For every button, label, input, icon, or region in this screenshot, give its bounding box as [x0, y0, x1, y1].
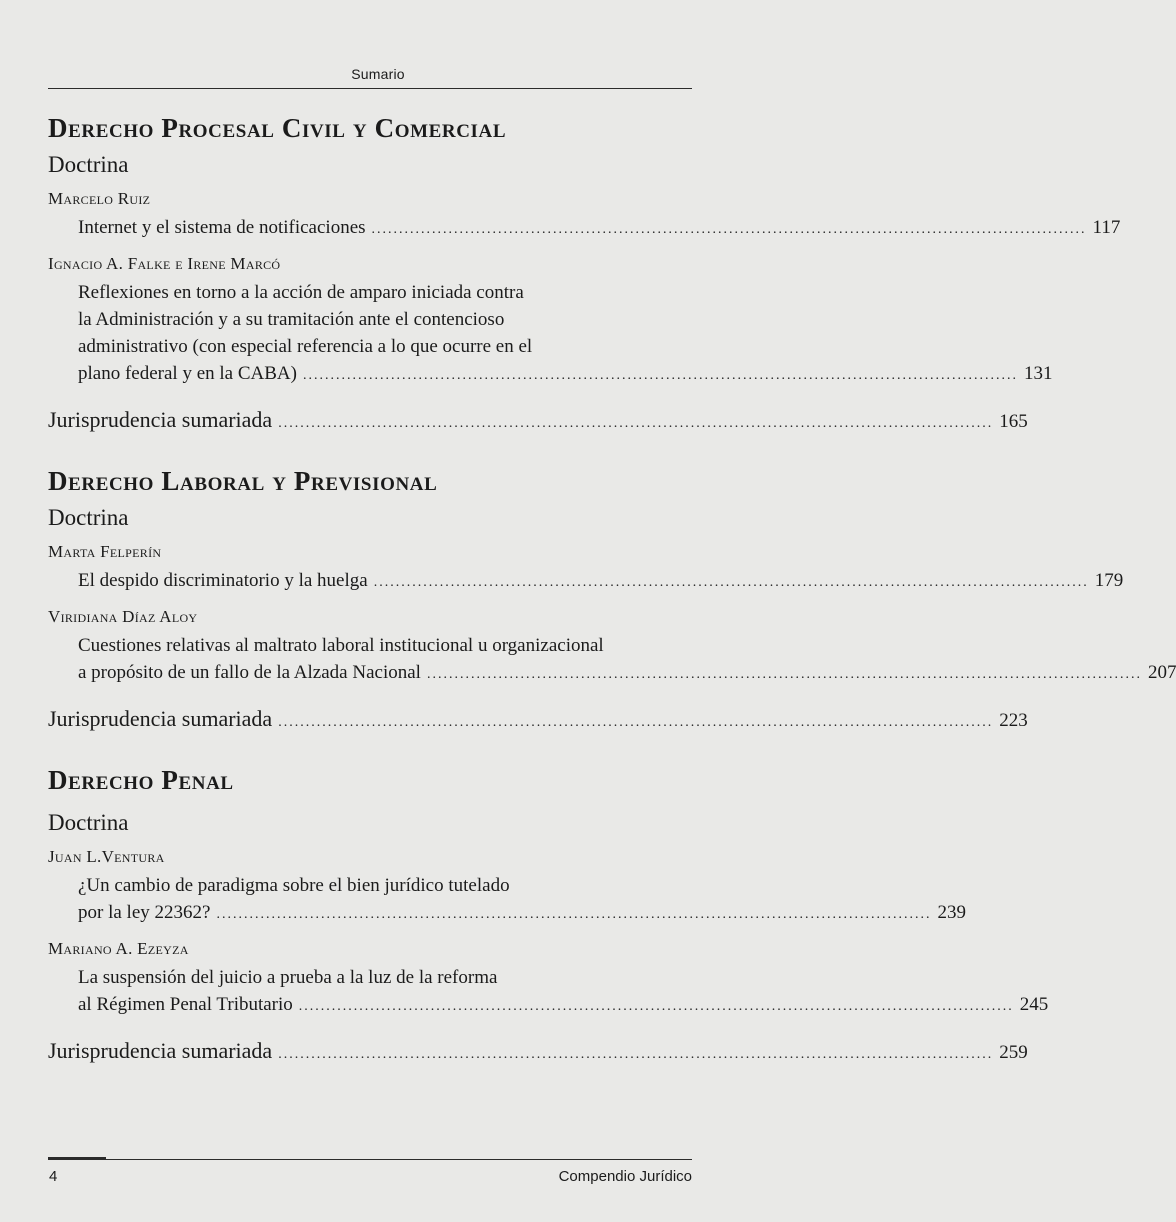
leader-dots: ..................................................................................................................................: [216, 907, 932, 922]
entry-title: Internet y el sistema de notificaciones: [78, 217, 366, 238]
running-head: Sumario: [351, 66, 405, 82]
author-name: Ignacio A. Falke e Irene Marcó: [48, 254, 281, 273]
section-procesal: [48, 110, 1121, 439]
toc-entry[interactable]: [48, 964, 1049, 1020]
jurisprudencia-label: Jurisprudencia sumariada: [48, 407, 273, 432]
entry-title: El despido discriminatorio y la huelga: [78, 570, 368, 591]
page-number: 131: [1023, 363, 1053, 384]
doctrina-heading: Doctrina: [48, 505, 129, 530]
page-number: 245: [1019, 994, 1049, 1015]
page-number: 259: [999, 1042, 1028, 1063]
author-name: Viridiana Díaz Aloy: [48, 607, 198, 626]
section-title: Derecho Procesal Civil y Comercial: [48, 113, 507, 143]
jurisprudencia-entry[interactable]: [48, 405, 1028, 439]
page-number: 117: [1092, 217, 1121, 238]
author-name: Marcelo Ruiz: [48, 189, 151, 208]
author-name: Mariano A. Ezeyza: [48, 939, 189, 958]
leader-dots: ..................................................................................................................................: [302, 368, 1018, 383]
jurisprudencia-label: Jurisprudencia sumariada: [48, 706, 273, 731]
section-title: Derecho Penal: [48, 765, 234, 795]
leader-dots: ..................................................................................................................................: [426, 667, 1142, 682]
toc-entry[interactable]: [48, 567, 1124, 596]
entry-title: al Régimen Penal Tributario: [78, 994, 293, 1015]
page-number: 207: [1147, 662, 1176, 683]
entry-title: plano federal y en la CABA): [78, 363, 297, 384]
entry-title-line: ¿Un cambio de paradigma sobre el bien jurídico tutelado: [78, 875, 510, 896]
toc-entry[interactable]: [48, 214, 1121, 243]
doctrina-heading: Doctrina: [48, 810, 129, 835]
jurisprudencia-entry[interactable]: [48, 1036, 1028, 1070]
footer-publication: Compendio Jurídico: [558, 1168, 692, 1185]
leader-dots: ..................................................................................................................................: [278, 1047, 994, 1062]
section-laboral: [48, 463, 1176, 738]
table-of-contents: [48, 110, 1176, 1070]
leader-dots: ..................................................................................................................................: [371, 222, 1087, 237]
page-number: 239: [937, 902, 966, 923]
leader-dots: ..................................................................................................................................: [278, 416, 994, 431]
jurisprudencia-label: Jurisprudencia sumariada: [48, 1038, 273, 1063]
toc-entry[interactable]: [48, 632, 1176, 688]
page-number: 223: [999, 710, 1028, 731]
toc-entry[interactable]: [48, 279, 1053, 389]
author-name: Marta Felperín: [48, 542, 162, 561]
entry-title-line: administrativo (con especial referencia a lo que ocurre en el: [78, 336, 533, 357]
entry-title: a propósito de un fallo de la Alzada Nacional: [78, 662, 421, 683]
leader-dots: ..................................................................................................................................: [373, 575, 1089, 590]
entry-title-line: Cuestiones relativas al maltrato laboral institucional u organizacional: [78, 635, 604, 656]
leader-dots: ..................................................................................................................................: [298, 999, 1014, 1014]
footer-rule: [48, 1159, 692, 1160]
entry-title-line: La suspensión del juicio a prueba a la luz de la reforma: [78, 967, 498, 988]
section-penal: [48, 762, 1049, 1070]
entry-title: por la ley 22362?: [78, 902, 211, 923]
toc-entry[interactable]: [48, 872, 966, 928]
doctrina-heading: Doctrina: [48, 152, 129, 177]
author-name: Juan L.Ventura: [48, 847, 165, 866]
header-rule: [48, 88, 692, 89]
page-number: 165: [999, 411, 1028, 432]
leader-dots: ..................................................................................................................................: [278, 715, 994, 730]
jurisprudencia-entry[interactable]: [48, 704, 1028, 738]
entry-title-line: la Administración y a su tramitación ante el contencioso: [78, 309, 505, 330]
entry-title-line: Reflexiones en torno a la acción de amparo iniciada contra: [78, 282, 524, 303]
footer-page-number: 4: [49, 1168, 58, 1185]
page-number: 179: [1094, 570, 1124, 591]
section-title: Derecho Laboral y Previsional: [48, 466, 438, 496]
